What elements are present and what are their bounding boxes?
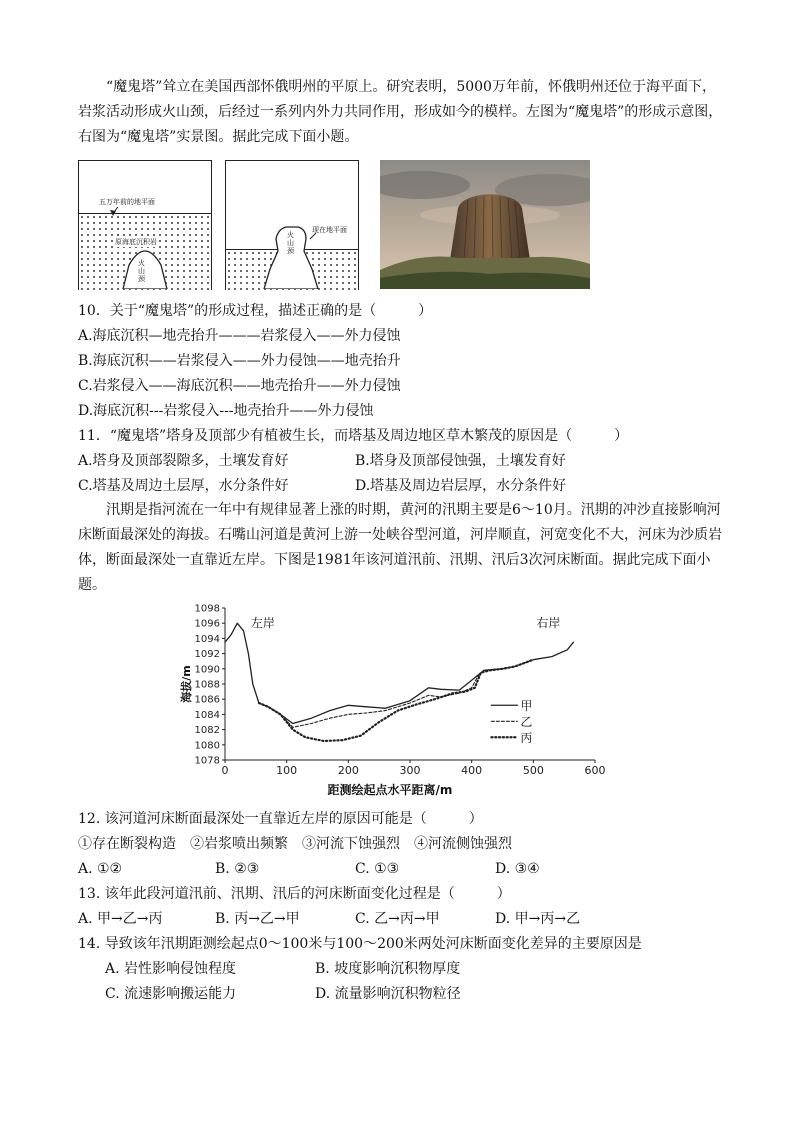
x-tick-label: 100 <box>276 764 298 777</box>
q14-option-c[interactable]: C. 流速影响搬运能力 <box>105 986 237 1002</box>
q12-option-d[interactable]: D. ③④ <box>495 861 540 877</box>
q13-option-b[interactable]: B. 丙→乙→甲 <box>215 911 300 927</box>
q14-option-d[interactable]: D. 流量影响沉积物粒径 <box>315 986 461 1002</box>
x-axis-label: 距测绘起点水平距离/m <box>327 783 453 797</box>
y-tick-label: 1082 <box>194 725 220 737</box>
formation-diagram-1 <box>78 160 212 290</box>
q11-stem: 11．“魔鬼塔”塔身及顶部少有植被生长，而塔基及周边地区草木繁茂的原因是（ ） <box>78 428 629 444</box>
q12-statements: ①存在断裂构造 ②岩浆喷出频繁 ③河流下蚀强烈 ④河流侧蚀强烈 <box>78 836 512 852</box>
y-tick-label: 1094 <box>194 633 220 645</box>
legend-label-3: 丙 <box>520 730 533 745</box>
label-old-surface: 五万年前的地平面 <box>99 198 155 206</box>
q12-option-b[interactable]: B. ②③ <box>215 861 260 877</box>
q10-option-c[interactable]: C.岩浆侵入——海底沉积——地壳抬升——外力侵蚀 <box>78 378 401 394</box>
y-tick-label: 1084 <box>194 709 220 721</box>
q14-stem: 14. 导致该年汛期距测绘起点0～100米与100～200米两处河床断面变化差异的主要原因是 <box>78 936 642 952</box>
y-tick-label: 1098 <box>194 603 220 615</box>
series-line-3 <box>259 660 533 741</box>
q11-option-c[interactable]: C.塔基及周边土层厚，水分条件好 <box>78 478 289 494</box>
x-tick-label: 0 <box>221 764 229 777</box>
legend-label-2: 乙 <box>520 714 533 729</box>
q12-option-a[interactable]: A. ①② <box>78 861 123 877</box>
x-tick-label: 600 <box>584 764 606 777</box>
y-tick-label: 1078 <box>194 755 220 767</box>
q11-option-b[interactable]: B.塔身及顶部侵蚀强，土壤发育好 <box>355 453 566 469</box>
label-sediment: 原海底沉积岩 <box>115 238 157 246</box>
label-volcano-neck: 火山颈 <box>138 259 145 283</box>
q10-option-a[interactable]: A.海底沉积—地壳抬升———岩浆侵入——外力侵蚀 <box>78 328 401 344</box>
annotation-left-bank: 左岸 <box>250 616 275 631</box>
label-current-surface: 现在地平面 <box>312 226 347 234</box>
y-tick-label: 1090 <box>194 664 220 676</box>
river-cross-section-chart <box>170 598 620 803</box>
devils-tower-photo <box>380 160 590 289</box>
intro-paragraph-2: 汛期是指河流在一年中有规律显著上涨的时期，黄河的汛期主要是6～10月。汛期的冲沙直接影响河床断面最深处的海拔。石嘴山河道是黄河上游一处峡谷型河道，河岸顺直，河宽变化不大，河床为沙质岩体，断面最深处一直靠近左岸。下图是1981年该河道汛前、汛期、汛后3次河床断面。据此完成下面小题。 <box>78 502 722 593</box>
label-volcano-neck-2: 火山颈 <box>287 231 294 255</box>
x-tick-label: 400 <box>461 764 483 777</box>
y-tick-label: 1096 <box>194 618 220 630</box>
q12-stem: 12. 该河道河床断面最深处一直靠近左岸的原因可能是（ ） <box>78 811 483 827</box>
q14-option-a[interactable]: A. 岩性影响侵蚀程度 <box>105 961 237 977</box>
q13-option-c[interactable]: C. 乙→丙→甲 <box>355 911 440 927</box>
series-line-2 <box>259 660 533 728</box>
y-tick-label: 1080 <box>194 740 220 752</box>
legend-label-1: 甲 <box>520 698 533 713</box>
q11-option-a[interactable]: A.塔身及顶部裂隙多，土壤发育好 <box>78 453 289 469</box>
y-tick-label: 1092 <box>194 649 220 661</box>
q10-option-d[interactable]: D.海底沉积---岩浆侵入---地壳抬升——外力侵蚀 <box>78 403 374 419</box>
intro-paragraph-1: “魔鬼塔”耸立在美国西部怀俄明州的平原上。研究表明，5000万年前，怀俄明州还位于海平面下，岩浆活动形成火山颈，后经过一系列内外力共同作用，形成如今的模样。左图为“魔鬼塔”的形成示意图，右图为“魔鬼塔”实景图。据此完成下面小题。 <box>78 79 723 145</box>
formation-diagram-2 <box>225 160 359 290</box>
x-tick-label: 200 <box>337 764 359 777</box>
q11-option-d[interactable]: D.塔基及周边岩层厚，水分条件好 <box>355 478 567 494</box>
q10-option-b[interactable]: B.海底沉积——岩浆侵入——外力侵蚀——地壳抬升 <box>78 353 401 369</box>
x-tick-label: 300 <box>399 764 421 777</box>
q12-option-c[interactable]: C. ①③ <box>355 861 400 877</box>
y-tick-label: 1088 <box>194 679 220 691</box>
q10-stem: 10．关于“魔鬼塔”的形成过程，描述正确的是（ ） <box>78 303 433 319</box>
y-tick-label: 1086 <box>194 694 220 706</box>
y-axis-label: 海拔/m <box>180 665 193 703</box>
x-tick-label: 500 <box>522 764 544 777</box>
q13-option-a[interactable]: A. 甲→乙→丙 <box>78 911 163 927</box>
q13-stem: 13. 该年此段河道汛前、汛期、汛后的河床断面变化过程是（ ） <box>78 886 511 902</box>
q13-option-d[interactable]: D. 甲→丙→乙 <box>495 911 581 927</box>
annotation-right-bank: 右岸 <box>536 616 561 631</box>
q14-option-b[interactable]: B. 坡度影响沉积物厚度 <box>315 961 461 977</box>
